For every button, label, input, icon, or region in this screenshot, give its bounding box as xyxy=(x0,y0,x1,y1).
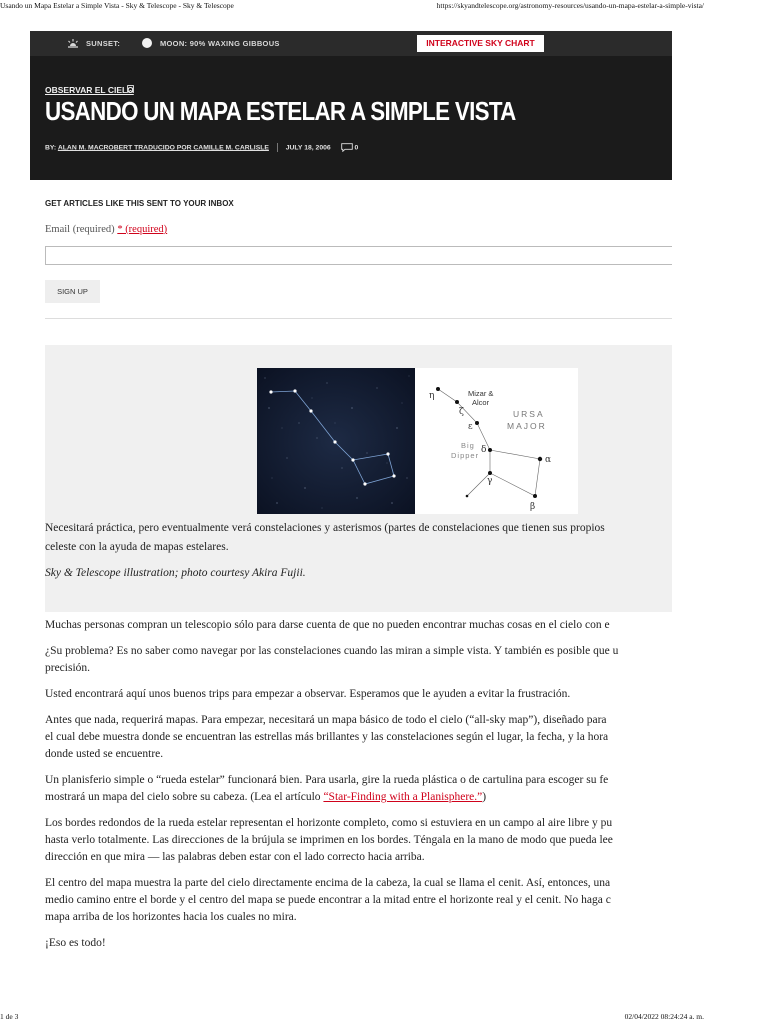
paragraph-line: donde usted se encuentre. xyxy=(45,748,164,760)
caption-line: celeste con la ayuda de mapas estelares. xyxy=(45,541,229,553)
moon-icon xyxy=(142,38,152,48)
paragraph-line: ) xyxy=(482,791,487,803)
article-figure xyxy=(45,345,672,612)
figure-credit: Sky & Telescope illustration; photo courtesy Akira Fujii. xyxy=(45,567,306,579)
zeta-label: ζ xyxy=(459,407,464,417)
print-header xyxy=(0,0,768,12)
delta-label: δ xyxy=(481,445,487,455)
paragraph-line: hasta verlo totalmente. Las direcciones de la brújula se imprimen en los bordes. Téngala en la mano de modo que pueda lee xyxy=(45,834,613,846)
sky-info-bar xyxy=(30,31,672,56)
sunset-icon xyxy=(66,38,80,48)
email-input[interactable] xyxy=(45,246,672,265)
paragraph-line: Los bordes redondos de la rueda estelar representan el horizonte completo, como si estuviera en un campo al aire libre y pu xyxy=(45,817,613,829)
category-link[interactable]: OBSERVAR EL CIELO xyxy=(45,85,134,95)
comment-count[interactable]: 0 xyxy=(354,144,359,152)
paragraph-line: ¿Su problema? Es no saber como navegar por las constelaciones cuando las miran a simple vista. Y también es posible que u xyxy=(45,645,619,657)
paragraph-line: El centro del mapa muestra la parte del cielo directamente encima de la cabeza, la cual se llama el cenit. Así, entonces, una xyxy=(45,877,611,889)
paragraph-line: mostrará un mapa del cielo sobre su cabeza. (Lea el artículo xyxy=(45,791,324,803)
byline-prefix: BY: xyxy=(45,144,57,152)
paragraph xyxy=(45,815,672,866)
moon-phase-label: MOON: 90% WAXING GIBBOUS xyxy=(160,39,280,48)
beta-label: β xyxy=(530,502,536,512)
print-page-number: 1 de 3 xyxy=(0,1012,19,1021)
planisphere-article-link[interactable]: “Star-Finding with a Planisphere.” xyxy=(323,791,483,803)
big-dipper-photo xyxy=(257,368,415,514)
paragraph-line: dirección en que mira — las palabras deben estar con el lado correcto hacia arriba. xyxy=(45,851,425,863)
paragraph xyxy=(45,712,672,763)
paragraph-line: precisión. xyxy=(45,662,91,674)
byline xyxy=(45,143,358,152)
alcor-label: Alcor xyxy=(472,398,490,407)
article-title: USANDO UN MAPA ESTELAR A SIMPLE VISTA xyxy=(45,96,516,126)
email-label-text: Email (required) xyxy=(45,224,115,235)
paragraph: Usted encontrará aquí unos buenos trips para empezar a observar. Esperamos que le ayuden a evitar la frustración. xyxy=(45,688,571,700)
byline-separator xyxy=(277,143,278,152)
print-footer xyxy=(0,1012,768,1024)
gamma-label: γ xyxy=(487,476,493,486)
mizar-label: Mizar & xyxy=(468,389,494,398)
bookmark-icon[interactable] xyxy=(127,85,134,93)
ursa-label: URSA xyxy=(513,409,545,419)
comment-icon[interactable] xyxy=(341,143,353,152)
alpha-label: α xyxy=(545,455,552,465)
dipper-label: Dipper xyxy=(451,451,480,460)
paragraph-line: medio camino entre el borde y el centro del mapa se puede encontrar a la mitad entre el horizonte real y el cenit. No haga c xyxy=(45,894,611,906)
paragraph xyxy=(45,772,672,806)
paragraph-line: Un planisferio simple o “rueda estelar” funcionará bien. Para usarla, gire la rueda plástica o de cartulina para escoger su fe xyxy=(45,774,609,786)
required-indicator: * (required) xyxy=(117,224,168,235)
ursa-major-diagram xyxy=(415,368,578,514)
paragraph-line: mapa arriba de los horizontes hacia los cuales no mira. xyxy=(45,911,297,923)
newsletter-heading: GET ARTICLES LIKE THIS SENT TO YOUR INBOX xyxy=(45,199,234,208)
figure-caption xyxy=(45,519,672,557)
paragraph xyxy=(45,875,672,926)
article-hero xyxy=(30,31,672,180)
paragraph-line: Antes que nada, requerirá mapas. Para empezar, necesitará un mapa básico de todo el cielo (“all-sky map”), diseñado para xyxy=(45,714,607,726)
sign-up-button[interactable]: SIGN UP xyxy=(45,280,100,303)
article-body xyxy=(45,617,672,961)
paragraph-line: el cual debe muestra donde se encuentran las estrellas más brillantes y las constelaciones según el lugar, la fecha, y la hora xyxy=(45,731,609,743)
caption-line: Necesitará práctica, pero eventualmente verá constelaciones y asterismos (partes de constelaciones que tienen sus propios xyxy=(45,522,605,534)
email-label xyxy=(45,224,167,235)
publish-date: JULY 18, 2006 xyxy=(285,144,331,152)
big-label: Big xyxy=(461,441,475,450)
epsilon-label: ε xyxy=(468,422,473,432)
paragraph: ¡Eso es todo! xyxy=(45,937,106,949)
print-timestamp: 02/04/2022 08:24:24 a. m. xyxy=(624,1012,704,1021)
section-divider xyxy=(45,318,672,319)
eta-label: η xyxy=(429,391,435,401)
paragraph: Muchas personas compran un telescopio sólo para darse cuenta de que no pueden encontrar muchas cosas en el cielo con e xyxy=(45,619,610,631)
print-url: https://skyandtelescope.org/astronomy-resources/usando-un-mapa-estelar-a-simple-vista/ xyxy=(436,1,704,10)
print-page-title: Usando un Mapa Estelar a Simple Vista - Sky & Telescope - Sky & Telescope xyxy=(0,1,234,10)
sunset-label: SUNSET: xyxy=(86,39,121,48)
author-link[interactable]: ALAN M. MACROBERT TRADUCIDO POR CAMILLE M. CARLISLE xyxy=(57,144,269,152)
paragraph xyxy=(45,643,672,677)
major-label: MAJOR xyxy=(507,421,547,431)
interactive-sky-chart-button[interactable]: INTERACTIVE SKY CHART xyxy=(417,35,544,52)
